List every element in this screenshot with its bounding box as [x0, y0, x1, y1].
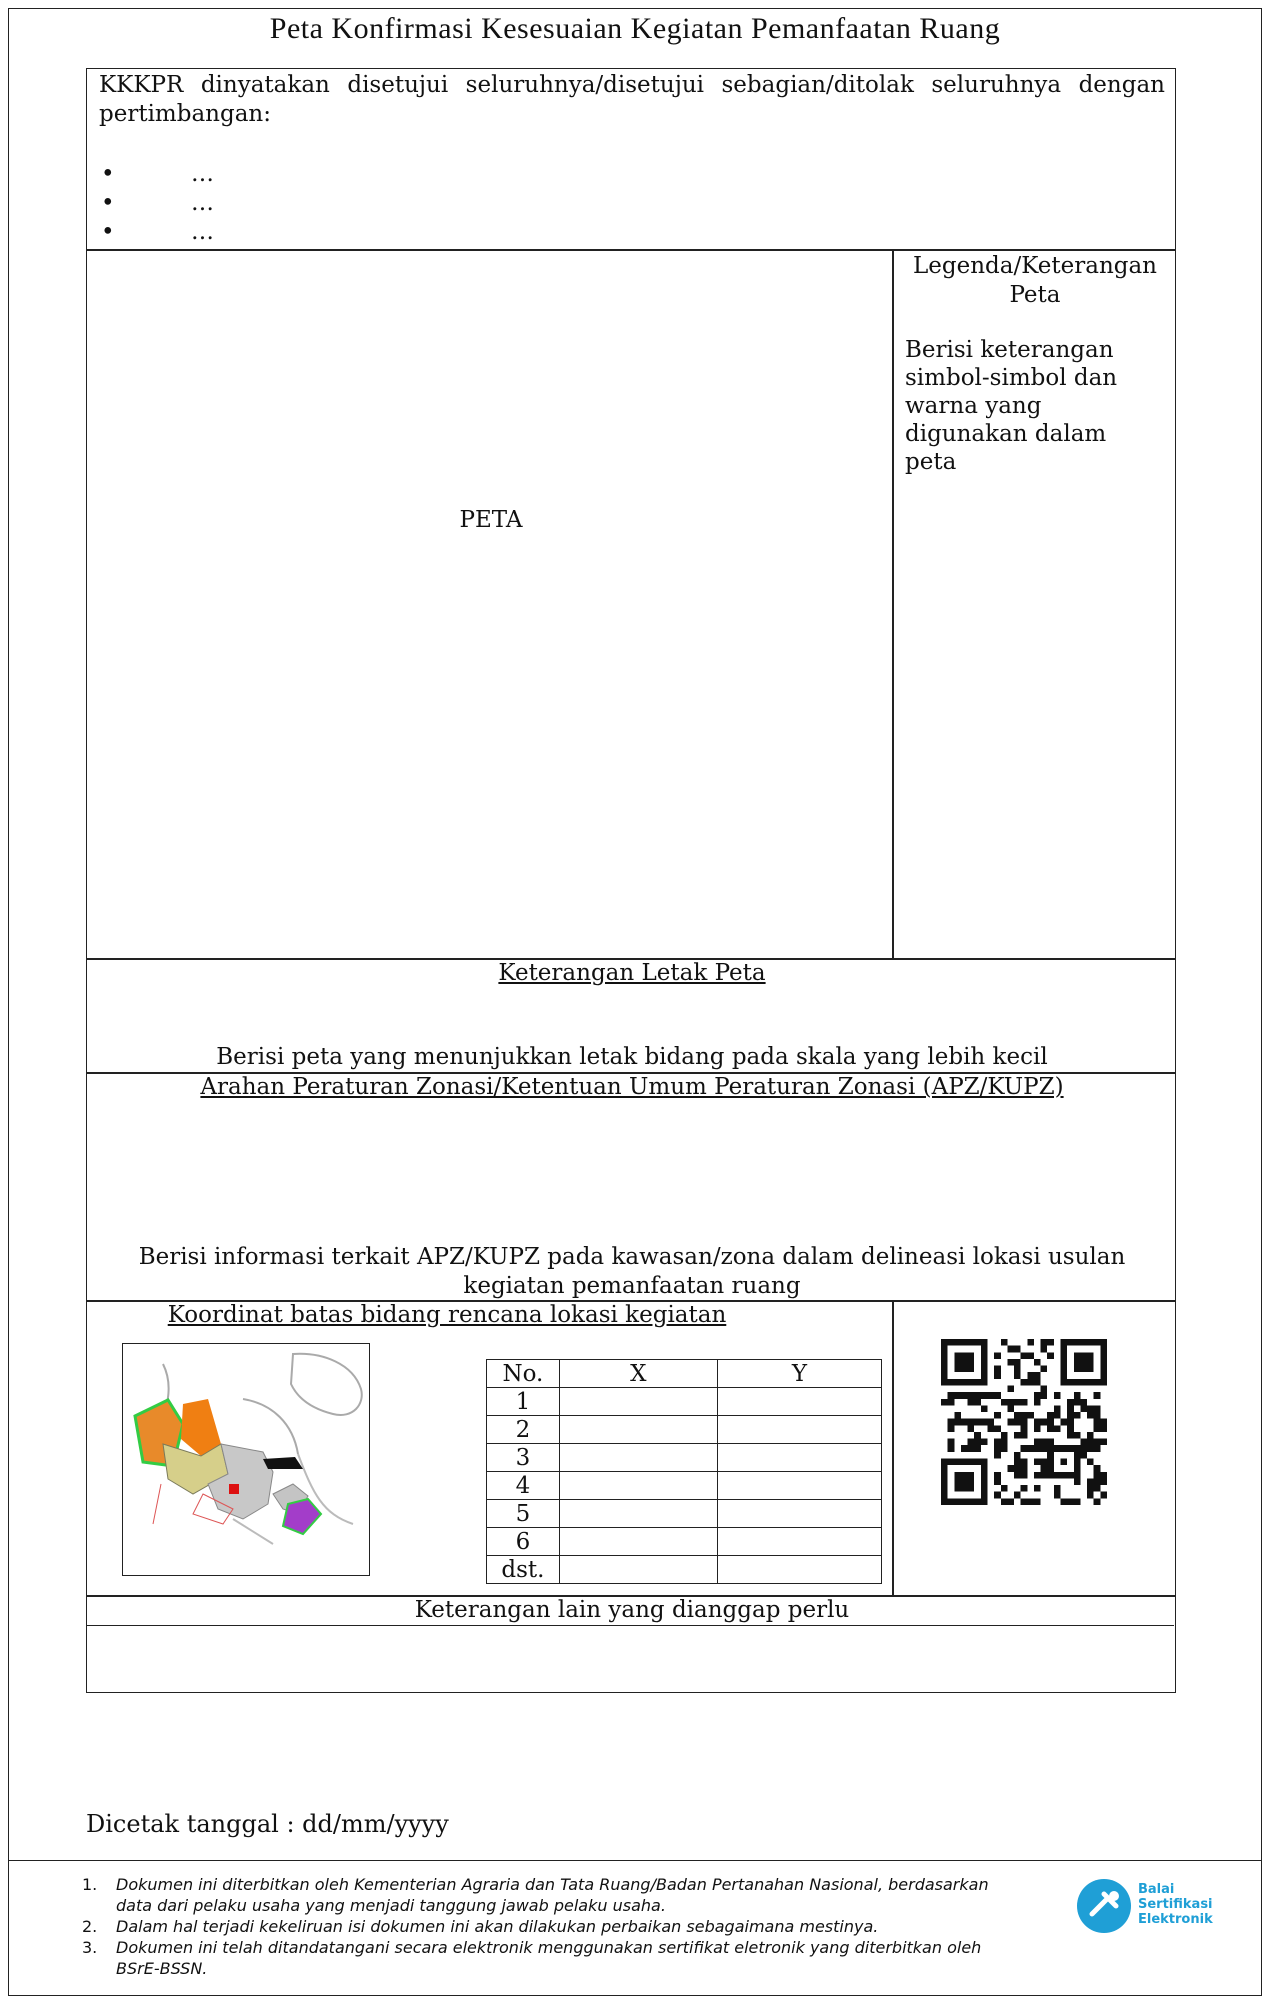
cell-x: [559, 1416, 717, 1444]
zoning-text: Berisi informasi terkait APZ/KUPZ pada kawasan/zona dalam delineasi lokasi usulan kegiatan pemanfaatan ruang: [138, 1244, 1126, 1299]
cell-x: [559, 1472, 717, 1500]
column-header-x: X: [559, 1360, 717, 1388]
row-number: 4: [487, 1472, 560, 1500]
statement-text: KKKPR dinyatakan disetujui seluruhnya/disetujui sebagian/ditolak seluruhnya dengan pertimbangan:: [99, 72, 1165, 127]
cell-x: [559, 1500, 717, 1528]
map-label: PETA: [459, 507, 523, 533]
printed-date: Dicetak tanggal : dd/mm/yyyy: [86, 1810, 449, 1838]
row-number: 2: [487, 1416, 560, 1444]
table-row: [487, 1500, 882, 1528]
qr-code-icon: [941, 1339, 1107, 1505]
table-row: [487, 1556, 882, 1584]
cell-y: [717, 1388, 881, 1416]
footnote-item: 3. Dokumen ini telah ditandatangani secara elektronik menggunakan sertifikat eletronik yang diterbitkan oleh BSrE-BSSN.: [82, 1938, 982, 1978]
map-area: [86, 249, 894, 960]
location-section: [86, 958, 1176, 1074]
location-map-thumbnail: [122, 1343, 370, 1576]
cell-x: [559, 1388, 717, 1416]
document-title: Peta Konfirmasi Kesesuaian Kegiatan Pemanfaatan Ruang: [269, 12, 1001, 45]
column-header-y: Y: [717, 1360, 881, 1388]
cell-x: [559, 1444, 717, 1472]
cell-y: [717, 1416, 881, 1444]
cell-x: [559, 1528, 717, 1556]
cell-y: [717, 1528, 881, 1556]
legend-text: Berisi keterangan simbol-simbol dan warna yang digunakan dalam peta: [905, 337, 1118, 475]
cell-y: [717, 1444, 881, 1472]
legend-box: [892, 249, 1176, 960]
footnotes: [82, 1874, 1002, 1979]
coordinates-heading: Koordinat batas bidang rencana lokasi kegiatan: [167, 1302, 727, 1328]
qr-box: [892, 1300, 1176, 1597]
location-text: Berisi peta yang menunjukkan letak bidang pada skala yang lebih kecil: [216, 1044, 1048, 1070]
row-number: 3: [487, 1444, 560, 1472]
cell-y: [717, 1472, 881, 1500]
bsre-logo: [1072, 1868, 1234, 1944]
location-heading: Keterangan Letak Peta: [498, 960, 766, 986]
column-header-no: No.: [487, 1360, 560, 1388]
bsre-logo-text: Balai Sertifikasi Elektronik: [1138, 1882, 1213, 1927]
other-notes-divider: [87, 1625, 1174, 1626]
other-notes-section: [86, 1595, 1176, 1693]
row-number: 5: [487, 1500, 560, 1528]
row-number: 1: [487, 1388, 560, 1416]
table-row: [487, 1416, 882, 1444]
coordinates-table: [486, 1359, 882, 1584]
table-row: [487, 1444, 882, 1472]
footnote-item: 1. Dokumen ini diterbitkan oleh Kementerian Agraria dan Tata Ruang/Badan Pertanahan Nasional, berdasarkan data dari pelaku usaha yang menjadi tanggung jawab pelaku usaha.: [82, 1875, 989, 1915]
table-header-row: [487, 1360, 882, 1388]
bsre-emblem-icon: [1074, 1876, 1134, 1936]
zoning-heading: Arahan Peraturan Zonasi/Ketentuan Umum Peraturan Zonasi (APZ/KUPZ): [200, 1074, 1064, 1100]
footer-divider: [8, 1860, 1262, 1861]
zoning-section: [86, 1072, 1176, 1302]
cell-x: [559, 1556, 717, 1584]
table-row: [487, 1388, 882, 1416]
legend-title: Legenda/Keterangan Peta: [912, 253, 1157, 308]
row-number: dst.: [487, 1556, 560, 1584]
cell-y: [717, 1556, 881, 1584]
row-number: 6: [487, 1528, 560, 1556]
statement-box: KKKPR dinyatakan disetujui seluruhnya/disetujui sebagian/ditolak seluruhnya dengan pertimbangan: • … • … • …: [86, 68, 1176, 251]
table-row: [487, 1472, 882, 1500]
other-notes-heading: Keterangan lain yang dianggap perlu: [414, 1597, 850, 1623]
table-row: [487, 1528, 882, 1556]
cell-y: [717, 1500, 881, 1528]
footnote-item: 2. Dalam hal terjadi kekeliruan isi dokumen ini akan dilakukan perbaikan sebagaimana mestinya.: [82, 1917, 879, 1936]
